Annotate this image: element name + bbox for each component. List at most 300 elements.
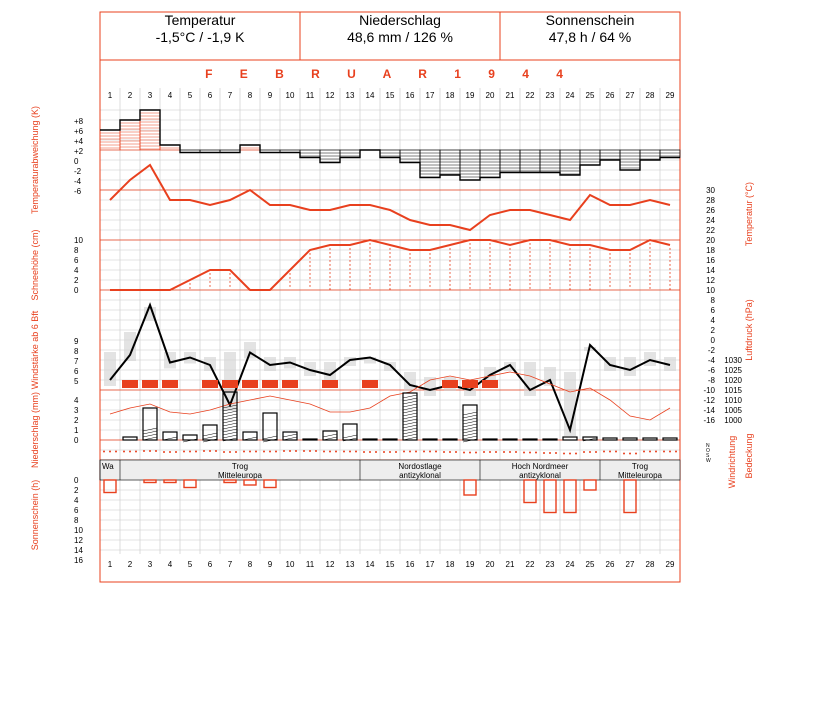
right-axis-label-cloud: Bedeckung: [744, 433, 754, 479]
precip-bar: [303, 439, 317, 440]
cloud-cover-dot: [509, 451, 511, 453]
cloud-cover-dot: [149, 450, 151, 452]
snow-dot: [389, 288, 390, 289]
cloud-cover-dot: [535, 452, 537, 454]
precip-bar: [243, 432, 257, 440]
wind-6bft-marker: [442, 380, 458, 388]
snow-dot: [669, 288, 670, 289]
tick-pressure: 1000: [724, 416, 742, 425]
cloud-cover-dot: [663, 451, 665, 453]
snow-dot: [469, 251, 470, 252]
snow-dot: [349, 288, 350, 289]
right-axis-label-wind-dir: Windrichtung: [727, 435, 737, 489]
weather-type-label: Mitteleuropa: [217, 471, 263, 480]
tick-wind-dir: W: [706, 458, 711, 464]
snow-dot: [489, 283, 490, 284]
snow-dot: [569, 248, 570, 249]
weather-type-label: Wa: [102, 462, 114, 471]
snow-dot: [589, 272, 590, 273]
precip-snow-hatch: [463, 436, 477, 439]
day-label-top: 4: [167, 91, 173, 100]
cloud-cover-dot: [443, 451, 445, 453]
tick-sun: 8: [74, 516, 79, 525]
snow-dot: [369, 259, 370, 260]
precip-snow-hatch: [403, 422, 417, 425]
tick-snow: 2: [74, 276, 79, 285]
day-label-bottom: 29: [665, 560, 675, 569]
cloud-cover-dot: [283, 450, 285, 452]
snow-dot: [649, 251, 650, 252]
tick-temp: -6: [707, 366, 715, 375]
wind-6bft-marker: [482, 380, 498, 388]
precip-snow-hatch: [463, 421, 477, 424]
snow-dot: [389, 256, 390, 257]
day-label-top: 15: [385, 91, 395, 100]
snow-dot: [529, 287, 530, 288]
day-label-bottom: 9: [267, 560, 273, 569]
snow-dot: [289, 285, 290, 286]
snow-dot: [509, 264, 510, 265]
wind-6bft-marker: [462, 380, 478, 388]
snow-dot: [229, 277, 230, 278]
precip-snow-hatch: [223, 429, 237, 432]
sunshine-bar: [224, 480, 236, 483]
snow-dot: [449, 272, 450, 273]
tick-temp: -12: [703, 396, 715, 405]
tick-temp: -16: [703, 416, 715, 425]
header-precipitation: [300, 12, 500, 60]
right-axis-label-temp: Temperatur (°C): [744, 181, 754, 247]
temp-anomaly-bar: [340, 150, 360, 158]
tick-pressure: 1010: [724, 396, 742, 405]
snow-dot: [609, 277, 610, 278]
snow-dot: [469, 263, 470, 264]
snow-dot: [529, 271, 530, 272]
day-label-bottom: 4: [167, 560, 173, 569]
snow-dot: [609, 253, 610, 254]
tick-sun: 10: [74, 526, 83, 535]
snow-dot: [649, 255, 650, 256]
cloud-cover-dot: [303, 450, 305, 452]
snow-dot: [669, 260, 670, 261]
snow-dot: [629, 269, 630, 270]
cloud-cover-dot: [129, 451, 131, 453]
snow-dot: [309, 253, 310, 254]
cloud-cover-dot: [329, 451, 331, 453]
snow-dot: [669, 248, 670, 249]
day-label-top: 5: [187, 91, 193, 100]
cloud-cover-dot: [349, 451, 351, 453]
tick-sun: 4: [74, 496, 79, 505]
cloud-cover-dot: [529, 452, 531, 454]
snow-dot: [429, 261, 430, 262]
precip-snow-hatch: [223, 432, 237, 435]
tick-wind-dir: N: [706, 443, 710, 449]
tick-pressure: 1030: [724, 356, 742, 365]
left-axis-label-sun: Sonnenschein (h): [30, 479, 40, 551]
snow-dot: [669, 256, 670, 257]
weather-type-label: antizyklonal: [519, 471, 561, 480]
snow-dot: [449, 252, 450, 253]
snow-dot: [649, 275, 650, 276]
header-temperature-label: Temperatur: [164, 12, 236, 28]
snow-dot: [469, 283, 470, 284]
cloud-cover-dot: [623, 453, 625, 455]
tick-temp: 4: [710, 316, 715, 325]
precip-snow-hatch: [343, 435, 357, 438]
snow-dot: [489, 263, 490, 264]
day-label-top: 1: [107, 91, 113, 100]
snow-dot: [429, 257, 430, 258]
snow-dot: [609, 261, 610, 262]
tick-sun: 14: [74, 546, 83, 555]
tick-sun: 2: [74, 486, 79, 495]
cloud-cover-dot: [483, 451, 485, 453]
tick-precip: 0: [74, 436, 79, 445]
tick-temp: 26: [706, 206, 715, 215]
cloud-cover-dot: [463, 452, 465, 454]
weather-type-label: Nordostlage: [398, 462, 442, 471]
day-label-bottom: 2: [127, 560, 133, 569]
snow-dot: [389, 284, 390, 285]
precip-snow-hatch: [403, 407, 417, 410]
day-label-top: 6: [207, 91, 213, 100]
wind-6bft-marker: [242, 380, 258, 388]
sunshine-bar: [144, 480, 156, 483]
tick-wind: 8: [74, 347, 79, 356]
tick-temp: -2: [707, 346, 715, 355]
snow-dot: [329, 252, 330, 253]
cloud-cover-dot: [589, 451, 591, 453]
precip-snow-hatch: [403, 404, 417, 407]
tick-temp: -8: [707, 376, 715, 385]
tick-temp: 24: [706, 216, 715, 225]
snow-dot: [369, 251, 370, 252]
precip-snow-hatch: [323, 434, 337, 437]
snow-dot: [369, 247, 370, 248]
precip-snow-hatch: [403, 398, 417, 401]
cloud-cover-dot: [669, 451, 671, 453]
cloud-cover-dot: [523, 452, 525, 454]
temp-range-bar: [624, 357, 636, 376]
precip-bar: [263, 413, 277, 440]
snow-dot: [569, 256, 570, 257]
snow-dot: [589, 268, 590, 269]
snow-dot: [449, 280, 450, 281]
snow-dot: [529, 247, 530, 248]
day-label-top: 3: [147, 91, 153, 100]
cloud-cover-dot: [203, 450, 205, 452]
tick-temp: 10: [706, 286, 715, 295]
tick-precip: 2: [74, 416, 79, 425]
cloud-cover-dot: [209, 450, 211, 452]
precip-bar: [543, 439, 557, 440]
day-label-top: 17: [425, 91, 435, 100]
tick-temp-anomaly: +6: [74, 127, 84, 136]
snow-dot: [489, 279, 490, 280]
snow-dot: [529, 275, 530, 276]
wind-6bft-marker: [222, 380, 238, 388]
day-label-top: 13: [345, 91, 355, 100]
snow-dot: [329, 272, 330, 273]
snow-dot: [629, 253, 630, 254]
precip-bar: [163, 432, 177, 440]
snow-dot: [329, 284, 330, 285]
tick-temp-anomaly: +4: [74, 137, 84, 146]
cloud-cover-dot: [429, 451, 431, 453]
temp-range-bar: [344, 357, 356, 366]
cloud-cover-dot: [409, 451, 411, 453]
snow-dot: [349, 268, 350, 269]
sunshine-bar: [524, 480, 536, 503]
wind-6bft-marker: [362, 380, 378, 388]
precip-snow-hatch: [203, 436, 217, 439]
snow-dot: [489, 275, 490, 276]
snow-dot: [549, 287, 550, 288]
cloud-cover-dot: [609, 451, 611, 453]
snow-dot: [629, 257, 630, 258]
cloud-cover-dot: [369, 451, 371, 453]
cloud-cover-dot: [215, 450, 217, 452]
tick-pressure: 1015: [724, 386, 742, 395]
day-label-bottom: 6: [207, 560, 213, 569]
temp-anomaly-bar: [600, 150, 620, 160]
cloud-cover-dot: [335, 451, 337, 453]
snow-dot: [329, 260, 330, 261]
snow-dot: [349, 280, 350, 281]
snow-dot: [329, 288, 330, 289]
cloud-cover-dot: [289, 450, 291, 452]
tick-snow: 8: [74, 246, 79, 255]
sunshine-bar: [564, 480, 576, 513]
snow-dot: [589, 252, 590, 253]
tick-temp-anomaly: -2: [74, 167, 82, 176]
header-sunshine: [500, 12, 680, 60]
snow-dot: [309, 281, 310, 282]
snow-dot: [349, 272, 350, 273]
snow-dot: [329, 264, 330, 265]
precip-snow-hatch: [143, 431, 157, 434]
day-label-bottom: 3: [147, 560, 153, 569]
cloud-cover-dot: [189, 451, 191, 453]
sunshine-bar: [584, 480, 596, 490]
precip-snow-hatch: [263, 436, 277, 439]
snow-dot: [449, 256, 450, 257]
tick-pressure: 1025: [724, 366, 742, 375]
snow-dot: [449, 268, 450, 269]
precip-snow-hatch: [143, 434, 157, 437]
snow-dot: [569, 284, 570, 285]
day-label-top: 9: [267, 91, 273, 100]
precip-bar: [523, 439, 537, 440]
day-label-bottom: 23: [545, 560, 555, 569]
snow-dot: [409, 281, 410, 282]
snow-dot: [529, 243, 530, 244]
precip-bar: [503, 439, 517, 440]
snow-dot: [349, 256, 350, 257]
precip-snow-hatch: [203, 433, 217, 436]
day-label-bottom: 5: [187, 560, 193, 569]
pressure-line: [110, 372, 670, 420]
cloud-cover-dot: [323, 451, 325, 453]
day-label-bottom: 25: [585, 560, 595, 569]
snow-dot: [329, 256, 330, 257]
tick-temp: 16: [706, 256, 715, 265]
snow-dot: [509, 280, 510, 281]
cloud-cover-dot: [243, 451, 245, 453]
day-label-bottom: 13: [345, 560, 355, 569]
snow-dot: [409, 261, 410, 262]
snow-dot: [529, 263, 530, 264]
snow-dot: [389, 276, 390, 277]
sunshine-bar: [544, 480, 556, 513]
precip-bar: [123, 437, 137, 440]
snow-dot: [649, 279, 650, 280]
cloud-cover-dot: [543, 452, 545, 454]
tick-temp: 22: [706, 226, 715, 235]
snow-dot: [449, 288, 450, 289]
snow-dot: [429, 253, 430, 254]
snow-dot: [669, 280, 670, 281]
day-label-bottom: 15: [385, 560, 395, 569]
header-sunshine-value: 47,8 h / 64 %: [548, 29, 632, 45]
snow-dot: [369, 271, 370, 272]
snow-dot: [409, 257, 410, 258]
snow-dot: [549, 267, 550, 268]
snow-dot: [329, 248, 330, 249]
snow-dot: [589, 256, 590, 257]
left-axis-label-wind: Windstärke ab 6 Bft: [30, 310, 40, 390]
cloud-cover-dot: [103, 451, 105, 453]
day-label-top: 25: [585, 91, 595, 100]
snow-dot: [489, 255, 490, 256]
day-label-top: 24: [565, 91, 575, 100]
tick-snow: 10: [74, 236, 83, 245]
snow-dot: [309, 273, 310, 274]
tick-temp: 2: [710, 326, 715, 335]
snow-dot: [429, 269, 430, 270]
snow-dot: [369, 279, 370, 280]
precip-bar: [563, 437, 577, 440]
cloud-cover-dot: [569, 453, 571, 455]
cloud-cover-dot: [575, 453, 577, 455]
tick-wind-dir: O: [706, 448, 710, 454]
precip-snow-hatch: [403, 416, 417, 419]
tick-pressure: 1020: [724, 376, 742, 385]
snow-dot: [629, 261, 630, 262]
day-label-bottom: 21: [505, 560, 515, 569]
snow-dot: [569, 272, 570, 273]
cloud-cover-dot: [475, 452, 477, 454]
precip-snow-hatch: [403, 419, 417, 422]
weather-type-label: Trog: [231, 462, 249, 471]
cloud-cover-dot: [123, 451, 125, 453]
cloud-cover-dot: [489, 451, 491, 453]
day-label-top: 18: [445, 91, 455, 100]
cloud-cover-dot: [175, 451, 177, 453]
cloud-cover-dot: [109, 451, 111, 453]
snow-dot: [289, 281, 290, 282]
snow-dot: [669, 284, 670, 285]
precip-snow-hatch: [403, 410, 417, 413]
precip-snow-hatch: [223, 417, 237, 420]
header-precipitation-label: Niederschlag: [359, 12, 441, 28]
day-label-top: 11: [305, 91, 315, 100]
snow-dot: [469, 259, 470, 260]
tick-temp: 14: [706, 266, 715, 275]
snow-dot: [549, 259, 550, 260]
day-label-top: 22: [525, 91, 535, 100]
tick-temp-anomaly: -6: [74, 187, 82, 196]
snow-dot: [209, 273, 210, 274]
day-label-bottom: 8: [247, 560, 253, 569]
chart-title: F E B R U A R 1 9 4 4: [205, 67, 575, 81]
day-label-top: 27: [625, 91, 635, 100]
snow-dot: [589, 288, 590, 289]
precip-snow-hatch: [143, 428, 157, 431]
snow-dot: [529, 279, 530, 280]
snow-dot: [409, 253, 410, 254]
tick-temp: 20: [706, 236, 715, 245]
snow-dot: [549, 263, 550, 264]
cloud-cover-dot: [615, 451, 617, 453]
day-label-top: 8: [247, 91, 253, 100]
header-sunshine-label: Sonnenschein: [545, 12, 635, 28]
snow-dot: [509, 248, 510, 249]
cloud-cover-dot: [169, 451, 171, 453]
day-label-top: 19: [465, 91, 475, 100]
precip-snow-hatch: [403, 395, 417, 398]
snow-dot: [509, 272, 510, 273]
tick-temp-anomaly: -4: [74, 177, 82, 186]
precip-bar: [423, 439, 437, 440]
snow-dot: [609, 273, 610, 274]
precip-snow-hatch: [403, 428, 417, 431]
day-label-top: 29: [665, 91, 675, 100]
cloud-cover-dot: [269, 451, 271, 453]
tick-temp: -4: [707, 356, 715, 365]
tick-wind: 9: [74, 337, 79, 346]
snow-dot: [529, 267, 530, 268]
snow-dot: [329, 276, 330, 277]
snow-dot: [649, 283, 650, 284]
cloud-cover-dot: [195, 451, 197, 453]
snow-dot: [389, 264, 390, 265]
cloud-cover-dot: [375, 451, 377, 453]
snow-dot: [569, 288, 570, 289]
tick-temp: -14: [703, 406, 715, 415]
wind-6bft-marker: [262, 380, 278, 388]
tick-temp: 0: [710, 336, 715, 345]
cloud-cover-dot: [229, 451, 231, 453]
tick-precip: 4: [74, 396, 79, 405]
cloud-cover-dot: [563, 453, 565, 455]
sunshine-bar: [264, 480, 276, 488]
temp-anomaly-line: [100, 110, 680, 180]
snow-dot: [549, 247, 550, 248]
snow-dot: [389, 248, 390, 249]
precip-snow-hatch: [223, 426, 237, 429]
cloud-cover-dot: [649, 451, 651, 453]
sunshine-bar: [164, 480, 176, 483]
cloud-cover-dot: [295, 450, 297, 452]
precip-snow-hatch: [463, 430, 477, 433]
snow-dot: [369, 275, 370, 276]
snow-dot: [469, 243, 470, 244]
day-label-bottom: 18: [445, 560, 455, 569]
snow-dot: [349, 248, 350, 249]
snow-dot: [649, 263, 650, 264]
